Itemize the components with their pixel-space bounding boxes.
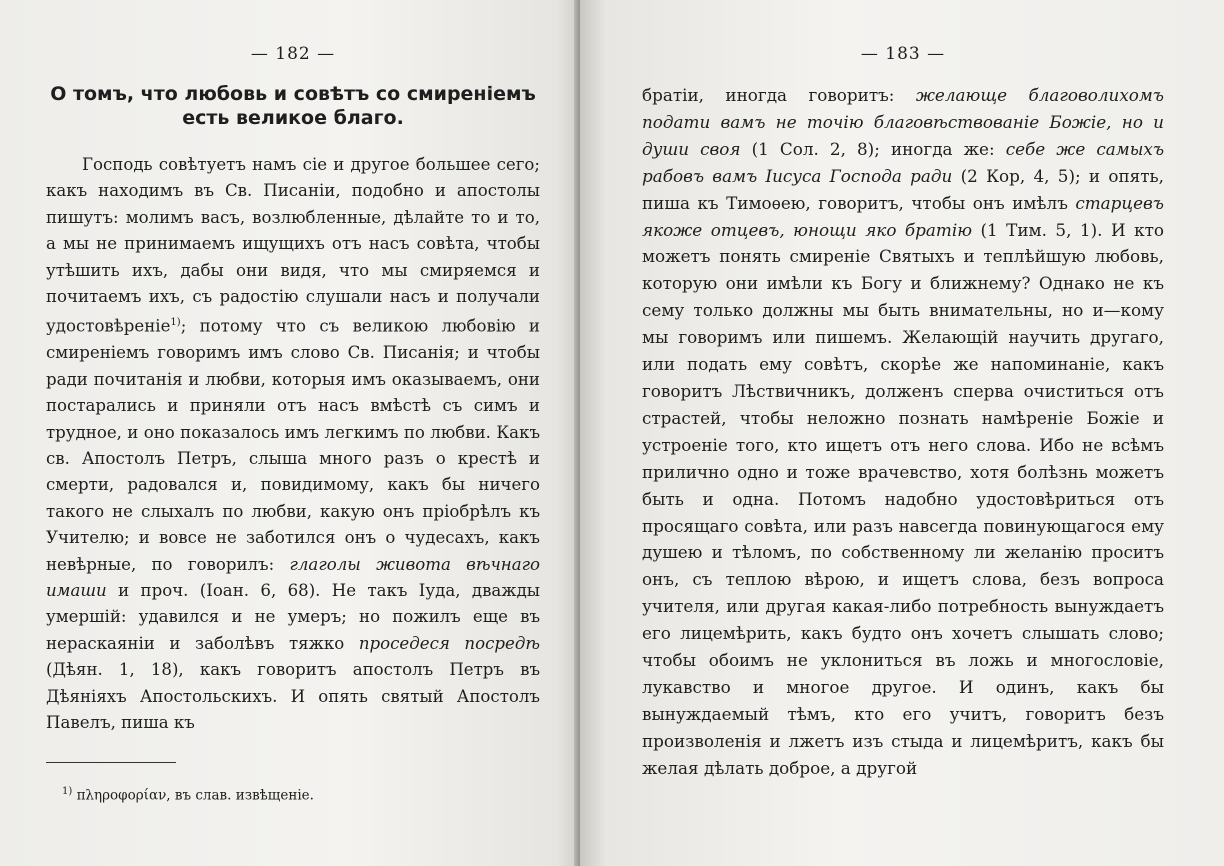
page-number: — 183 —: [860, 44, 946, 64]
chapter-heading-line-1: О томъ, что любовь и совѣтъ со смиреніемъ: [50, 83, 536, 105]
chapter-heading: [46, 82, 540, 130]
footnote-ref: 1): [170, 317, 181, 329]
body-paragraph: [642, 82, 1164, 782]
italic-quote: проседеся посредѣ: [358, 633, 540, 653]
right-page: [580, 0, 1224, 866]
italic-quote: себе же самыхъ рабовъ вамъ Іисуса Господа ради: [642, 138, 1165, 186]
page-number: — 182 —: [250, 44, 336, 64]
text-run: (1 Тим. 5, 1). И кто можетъ понять смиреніе Святыхъ и теплѣйшую любовь, которую они имѣли къ Богу и ближнему? Однако не къ сему только должны мы быть внимательны, но и—кому мы говоримъ или пишемъ. Желающій научить другаго, или подать ему совѣтъ, скорѣе же напоминаніе, какъ говоритъ Лѣствичникъ, долженъ сперва очиститься отъ страстей, чтобы неложно познать намѣреніе Божіе и устроеніе того, кто ищетъ отъ него слова. Ибо не всѣмъ прилично одно и тоже врачевство, хотя болѣзнь можетъ быть и одна. Потомъ надобно удостовѣриться отъ просящаго совѣта, или разъ навсегда повинующагося ему душею и тѣломъ, по собственному ли желанію проситъ онъ, съ теплою вѣрою, и ищетъ слова, безъ вопроса учителя, или другая какая-либо потребность вынуждаетъ его лицемѣрить, какъ будто онъ хочетъ слышать слово; чтобы обоимъ не уклониться въ ложь и многословіе, лукавство и многое другое. И одинъ, какъ бы вынуждаемый тѣмъ, кто его учитъ, говоритъ безъ произволенія и лжетъ изъ стыда и лицемѣритъ, какъ бы желая дѣлать доброе, а другой: [642, 219, 1164, 778]
chapter-heading-line-2: есть великое благо.: [182, 107, 404, 129]
text-run: и проч. (Іоан. 6, 68). Не такъ Іуда, дважды умершій: удавился и не умеръ; но пожилъ еще въ нераскаяніи и заболѣвъ тяжко: [46, 581, 540, 653]
footnote-mark: 1): [62, 786, 73, 797]
body-paragraph: [46, 152, 540, 736]
italic-quote: старцевъ якоже отцевъ, юнощи яко братію: [642, 192, 1164, 240]
italic-quote: желающе благоволихомъ подати вамъ не точію благовѣствованіе Божіе, но и души своя: [642, 85, 1164, 159]
footnote: [62, 786, 314, 804]
left-page: [0, 0, 580, 866]
footnote-divider: [46, 762, 176, 763]
text-run: ; потому что съ великою любовію и смиреніемъ говоримъ имъ слово Св. Писанія; и чтобы ради почитанія и любви, которыя имъ оказываемъ, они постарались и приняли отъ насъ вмѣстѣ съ симъ и трудное, и оно показалось имъ легкимъ по любви. Какъ св. Апостолъ Петръ, слыша много разъ о крестѣ и смерти, радовался и, повидимому, какъ бы ничего такого не слыхалъ по любви, какую онъ пріобрѣлъ къ Учителю; и вовсе не заботился онъ о чудесахъ, какъ невѣрные, по говорилъ:: [46, 316, 540, 574]
footnote-text: πληροφορίαν, въ слав. извѣщеніе.: [76, 787, 314, 804]
text-run: Господь совѣтуетъ намъ сіе и другое большее сего; какъ находимъ въ Св. Писаніи, подобно и апостолы пишутъ: молимъ васъ, возлюбленные, дѣлайте то и то, а мы не принимаемъ ищущихъ отъ насъ совѣта, чтобы утѣшить ихъ, дабы они видя, что мы смиряемся и почитаемъ ихъ, съ радостію слушали насъ и получали удостовѣреніе: [46, 155, 540, 336]
text-run: (2 Кор, 4, 5); и опять, пиша къ Тимоѳею, говоритъ, чтобы онъ имѣлъ: [642, 165, 1164, 213]
text-run: (1 Сол. 2, 8); иногда же:: [740, 138, 1006, 159]
text-run: братіи, иногда говоритъ:: [642, 85, 916, 105]
italic-quote: глаголы живота вѣчнаго имаши: [46, 554, 540, 601]
text-run: (Дѣян. 1, 18), какъ говоритъ апостолъ Петръ въ Дѣяніяхъ Апостольскихъ. И опять святый Апостолъ Павелъ, пиша къ: [46, 660, 540, 733]
